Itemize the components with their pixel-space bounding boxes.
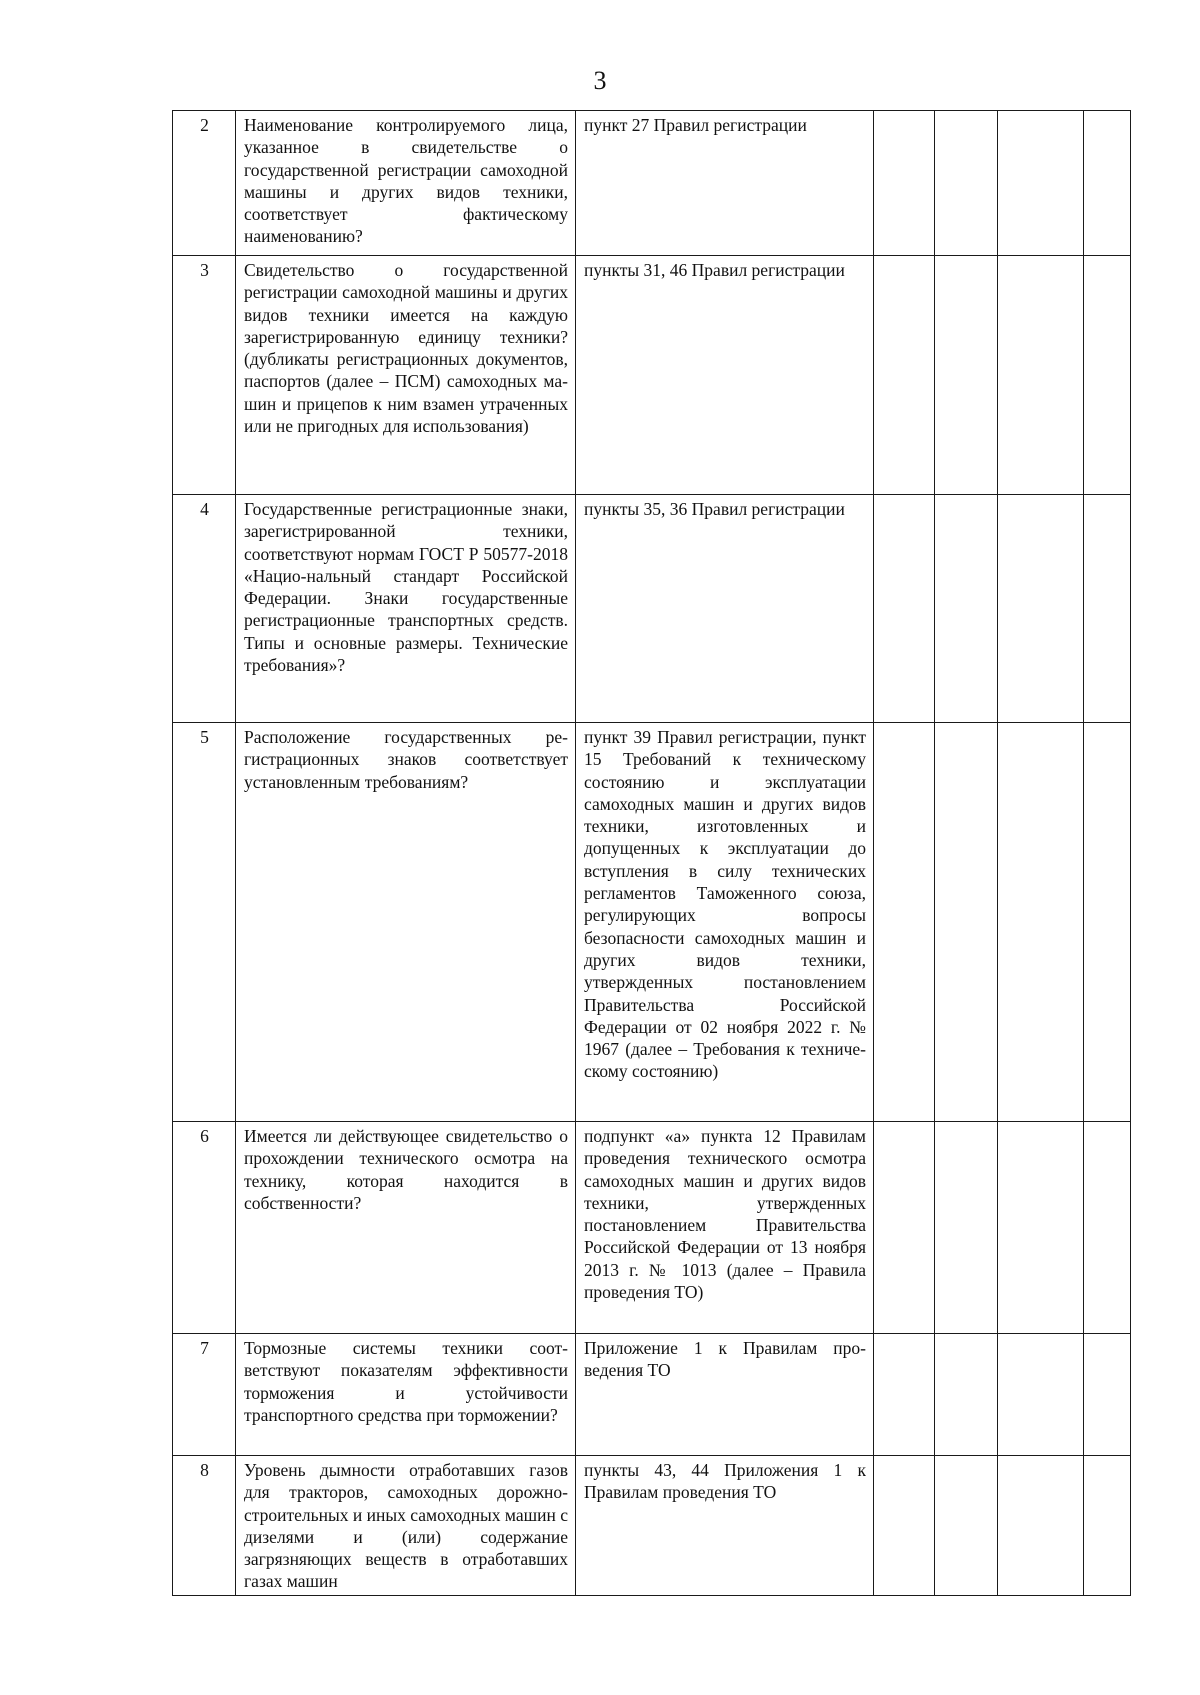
- answer-na-cell: [998, 1456, 1084, 1596]
- answer-na-cell: [998, 256, 1084, 495]
- question-text: Расположение государственных регистрационных знаков соответствует установленным требованиям?: [236, 723, 576, 1122]
- question-text: Наименование контролируемого лица, указанное в свидетельстве о государственной регистрации самоходной машины и других видов техники, соответствует фактическому наименованию?: [236, 111, 576, 256]
- row-number: 8: [173, 1456, 236, 1596]
- row-number: 4: [173, 495, 236, 723]
- question-text: Уровень дымности отработавших газов для тракторов, самоходных дорожно-строительных и иных самоходных машин с дизелями и (или) содержание загрязняющих веществ в отработавших газах машин: [236, 1456, 576, 1596]
- note-cell: [1084, 1122, 1131, 1334]
- answer-no-cell: [935, 111, 998, 256]
- answer-na-cell: [998, 1122, 1084, 1334]
- answer-na-cell: [998, 723, 1084, 1122]
- question-text: Тормозные системы техники соответствуют показателям эффективности торможения и устойчивости транспортного средства при торможении?: [236, 1334, 576, 1456]
- answer-yes-cell: [874, 1122, 935, 1334]
- answer-no-cell: [935, 723, 998, 1122]
- note-cell: [1084, 495, 1131, 723]
- answer-yes-cell: [874, 1334, 935, 1456]
- legal-reference: Приложение 1 к Правилам проведения ТО: [576, 1334, 874, 1456]
- answer-no-cell: [935, 495, 998, 723]
- row-number: 2: [173, 111, 236, 256]
- row-number: 3: [173, 256, 236, 495]
- answer-yes-cell: [874, 1456, 935, 1596]
- answer-na-cell: [998, 495, 1084, 723]
- legal-reference: подпункт «а» пункта 12 Правилам проведения технического осмотра самоходных машин и других видов техники, утвержденных постановлением Правительства Российской Федерации от 13 ноября 2013 г. № 1013 (далее – Правила проведения ТО): [576, 1122, 874, 1334]
- question-text: Имеется ли действующее свидетельство о прохождении технического осмотра на технику, которая находится в собственности?: [236, 1122, 576, 1334]
- note-cell: [1084, 723, 1131, 1122]
- note-cell: [1084, 111, 1131, 256]
- table-row: [173, 256, 1131, 495]
- legal-reference: пункты 35, 36 Правил регистрации: [576, 495, 874, 723]
- table-row: [173, 495, 1131, 723]
- checklist-table: [172, 110, 1131, 1596]
- answer-no-cell: [935, 1456, 998, 1596]
- row-number: 6: [173, 1122, 236, 1334]
- table-row: [173, 111, 1131, 256]
- page-number: 3: [593, 66, 607, 95]
- table-row: [173, 723, 1131, 1122]
- legal-reference: пункт 27 Правил регистрации: [576, 111, 874, 256]
- note-cell: [1084, 256, 1131, 495]
- answer-na-cell: [998, 111, 1084, 256]
- legal-reference: пункт 39 Правил регистрации, пункт 15 Требований к техническому состоянию и эксплуатации самоходных машин и других видов техники, изготовленных и допущенных к эксплуатации до вступления в силу технических регламентов Таможенного союза, регулирующих вопросы безопасности самоходных машин и других видов техники, утвержденных постановлением Правительства Российской Федерации от 02 ноября 2022 г. № 1967 (далее – Требования к техническому состоянию): [576, 723, 874, 1122]
- answer-yes-cell: [874, 495, 935, 723]
- answer-yes-cell: [874, 111, 935, 256]
- legal-reference: пункты 43, 44 Приложения 1 к Правилам проведения ТО: [576, 1456, 874, 1596]
- answer-yes-cell: [874, 256, 935, 495]
- question-text: Свидетельство о государственной регистрации самоходной машины и других видов техники имеется на каждую зарегистрированную единицу техники? (дубликаты регистрационных документов, паспортов (далее – ПСМ) самоходных машин и прицепов к ним взамен утраченных или не пригодных для использования): [236, 256, 576, 495]
- note-cell: [1084, 1334, 1131, 1456]
- row-number: 5: [173, 723, 236, 1122]
- answer-na-cell: [998, 1334, 1084, 1456]
- legal-reference: пункты 31, 46 Правил регистрации: [576, 256, 874, 495]
- table-row: [173, 1456, 1131, 1596]
- question-text: Государственные регистрационные знаки, зарегистрированной техники, соответствуют нормам ГОСТ Р 50577-2018 «Нацио-нальный стандарт Российской Федерации. Знаки государственные регистрационные транспортных средств. Типы и основные размеры. Технические требования»?: [236, 495, 576, 723]
- row-number: 7: [173, 1334, 236, 1456]
- table-row: [173, 1334, 1131, 1456]
- table-row: [173, 1122, 1131, 1334]
- note-cell: [1084, 1456, 1131, 1596]
- answer-no-cell: [935, 1122, 998, 1334]
- answer-no-cell: [935, 1334, 998, 1456]
- answer-yes-cell: [874, 723, 935, 1122]
- answer-no-cell: [935, 256, 998, 495]
